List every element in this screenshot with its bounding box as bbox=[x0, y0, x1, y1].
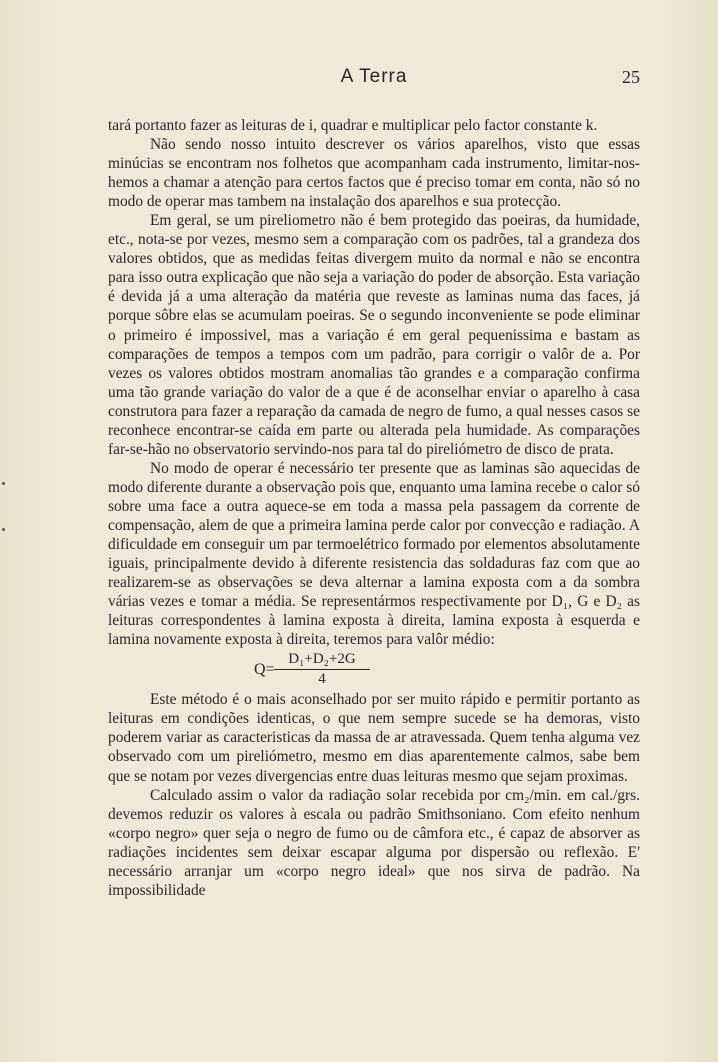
mean-value-formula bbox=[108, 650, 640, 690]
paragraph-method: Este método é o mais aconselhado por ser muito rápido e permitir portanto as leituras em condições identicas, o que nem sempre sucede se ha demoras, visto poderem variar as caracteristicas da massa de ar atravessada. Quem tenha alguma vez observado com um pireliómetro, mesmo em dias aparentemente calmos, sabe bem que se notam por vezes divergencias entre duas leituras mesmo que sejam proximas. bbox=[108, 691, 640, 785]
margin-mark bbox=[2, 482, 5, 485]
paragraph-protection: Em geral, se um pireliometro não é bem protegido das poeiras, da humidade, etc., nota-se por vezes, mesmo sem a comparação com os padrões, tal a grandeza dos valores obtidos, que as medidas feitas divergem muito da normal e não se encontra para isso outra explicação que não seja a variação do poder de absorção. Esta variação é devida já a uma alteração da matéria que reveste as laminas numa das faces, já porque sôbre elas se acumulam poeiras. Se o segundo inconveniente se pode eliminar o primeiro é impossivel, mas a variação é em geral pequenissima e bastam as comparações de tempos a tempos com um padrão, para corrigir o valôr de a. Por vezes os valores obtidos mostram anomalias tão grandes e a comparação confirma uma tão grande variação do valor de a que é de aconselhar enviar o aparelho à casa construtora para fazer a reparação da camada de negro de fumo, a qual nesses casos se reconhece encontrar-se caída em parte ou alterada pela humidade. As comparações far-se-hão no observatorio servindo-nos para tal do pireliómetro de disco de prata. bbox=[108, 212, 640, 458]
paragraph-operation: No modo de operar é necessário ter presente que as laminas são aquecidas de modo diferente durante a observação pois que, enquanto uma lamina recebe o calor só sobre uma face a outra aquece-se em toda a massa pela passagem da corrente de compensação, alem de que a primeira lamina perde calor por convecção e radiação. A dificuldade em conseguir um par termoelétrico formado por elementos absolutamente iguais, principalmente devido à diferente resistencia das soldaduras faz com que ao realizarem-se as observações se deva alternar a lamina exposta com a da sombra várias vezes e tomar a média. Se representármos respectivamente por D₁, G e D₂ as leituras correspondentes à lamina exposta à direita, lamina exposta à esquerda e lamina novamente exposta à direita, teremos para valôr médio: bbox=[108, 459, 640, 649]
body-text bbox=[108, 116, 640, 900]
formula-fraction bbox=[274, 650, 370, 688]
margin-mark bbox=[2, 528, 5, 531]
paragraph-instruments: Não sendo nosso intuito descrever os vários aparelhos, visto que essas minúcias se encontram nos folhetos que acompanham cada instrumento, limitar-nos-hemos a chamar a atenção para certos factos que é preciso tomar em conta, não só no modo de operar mas tambem na instalação dos aparelhos e sua protecção. bbox=[108, 136, 640, 211]
paragraph-calculation: Calculado assim o valor da radiação solar recebida por cm₂/min. em cal./grs. devemos reduzir os valores à escala ou padrão Smithsoniano. Com efeito nenhum «corpo negro» quer seja o negro de fumo ou de câmfora etc., é capaz de absorver as radiações incidentes sem deixar escapar alguma por dispersão ou reflexão. E' necessário arranjar um «corpo negro ideal» que nos sirva de padrão. Na impossibilidade bbox=[108, 786, 640, 899]
formula-numerator: D₁+D₂+2G bbox=[274, 650, 370, 670]
paragraph-continuation: tará portanto fazer as leituras de i, quadrar e multiplicar pelo factor constante k. bbox=[108, 117, 598, 134]
running-title: A Terra bbox=[340, 66, 408, 87]
page-header bbox=[108, 66, 640, 92]
formula-denominator: 4 bbox=[318, 671, 326, 688]
formula-lhs: Q= bbox=[254, 661, 275, 679]
page-number: 25 bbox=[622, 67, 640, 87]
